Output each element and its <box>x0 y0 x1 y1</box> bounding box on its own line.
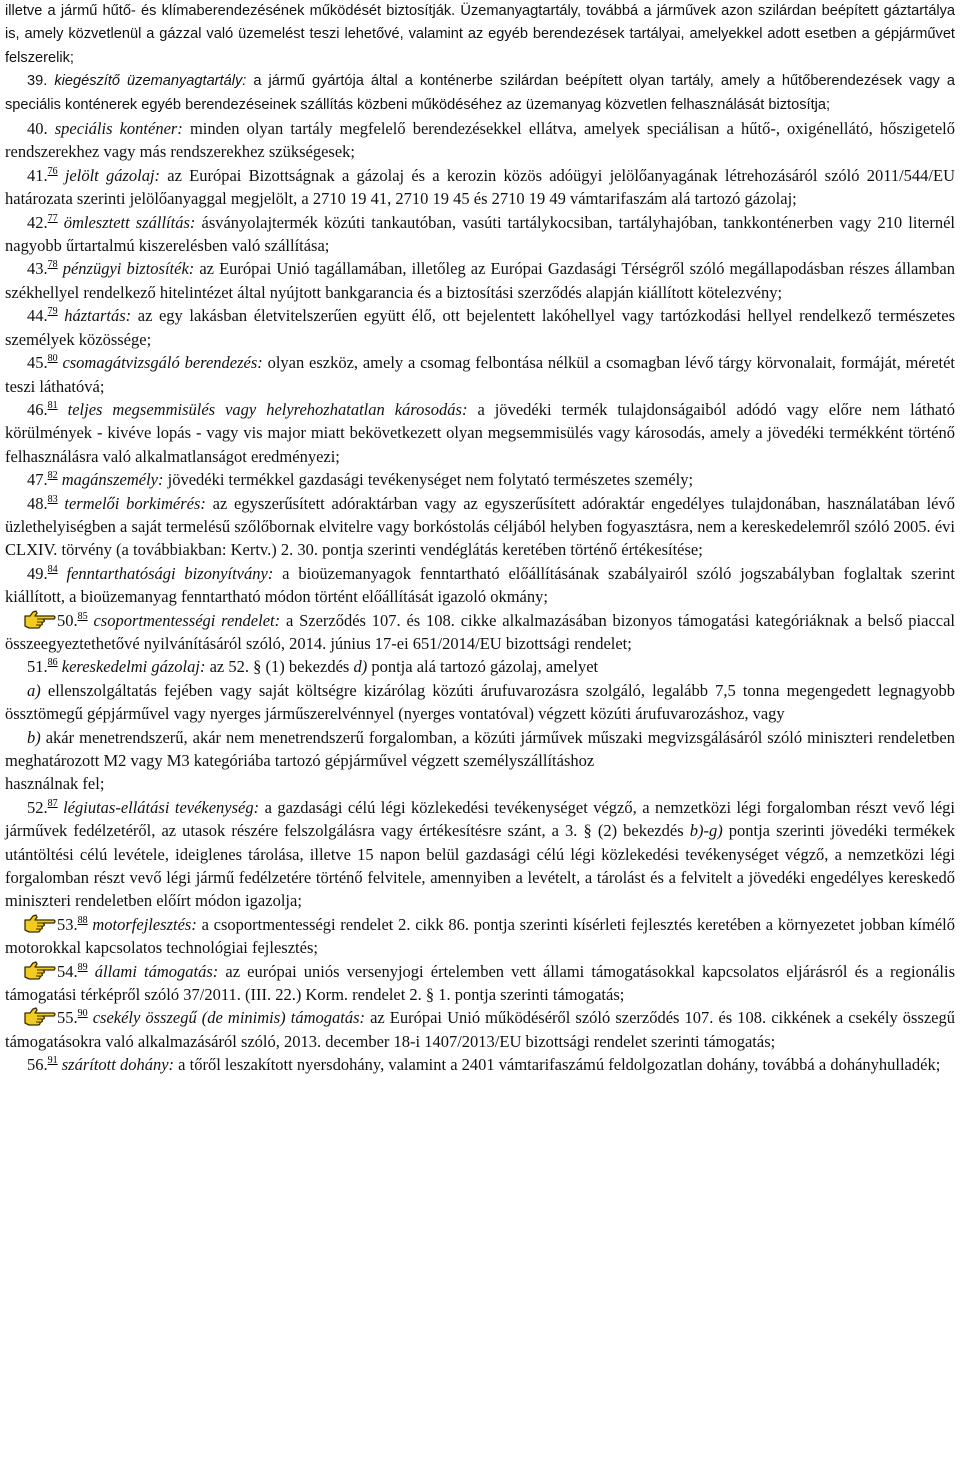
definition-text: az Európai Unió tagállamában, illetőleg az Európai Gazdasági Térségről szóló megállapodásban részes államban székhellyel rendelkező hitelintézet által nyújtott bankgarancia és a biztosítási szerződés alapján kiállított kötelezvény; <box>5 259 956 302</box>
definition-text: a tőről leszakított nyersdohány, valamint a 2401 vámtarifaszámú feldolgozatlan dohány, továbbá a dohányhulladék; <box>174 1055 941 1075</box>
definition-52 <box>5 796 955 913</box>
footnote-link[interactable]: 85 <box>77 610 88 622</box>
defined-term: állami támogatás: <box>94 961 219 981</box>
defined-term: kiegészítő üzemanyagtartály: <box>54 73 247 90</box>
definition-51-closing: használnak fel; <box>5 774 105 794</box>
item-number: 53. <box>57 914 78 934</box>
defined-term: szárított dohány: <box>61 1055 175 1075</box>
defined-term: háztartás: <box>64 306 132 326</box>
footnote-link[interactable]: 84 <box>47 563 58 575</box>
defined-term: magánszemély: <box>61 470 164 490</box>
point-reference: d) <box>353 657 368 677</box>
item-number: 54. <box>57 961 78 981</box>
definition-text: az Európai Unió működéséről szóló szerződés 107. és 108. cikkének a csekély összegű támogatásokra való alkalmazásáról szóló, 2013. december 18-i 1407/2013/EU bizottsági rendelet szerinti támogatás; <box>5 1008 956 1051</box>
item-number: 56. <box>27 1055 48 1075</box>
definition-51-a <box>5 679 955 726</box>
item-number: 49. <box>27 563 48 583</box>
defined-term: jelölt gázolaj: <box>64 165 161 185</box>
definition-text: az európai uniós versenyjogi értelemben vett állami támogatásokkal kapcsolatos eljárásról és a regionális támogatási térképről szóló 37/2011. (III. 22.) Korm. rendelet 2. § 1. pontja szerinti támogatás; <box>5 961 956 1005</box>
footnote-link[interactable]: 77 <box>47 212 58 224</box>
definition-51-b <box>5 726 955 773</box>
item-number: 48. <box>27 493 48 513</box>
definition-text: a Szerződés 107. és 108. cikke alkalmazásában bizonyos támogatási kategóriáknak a belső piaccal összeegyeztethetővé nyilvánításáról szóló, 2014. június 17-ei 651/2014/EU bizottsági rendelet; <box>5 610 956 653</box>
definition-text: jövedéki termékkel gazdasági tevékenységet nem folytató természetes személy; <box>163 470 694 490</box>
footnote-link[interactable]: 86 <box>47 657 58 669</box>
defined-term: ömlesztett szállítás: <box>63 212 196 232</box>
definition-44 <box>5 304 955 351</box>
definition-text: minden olyan tartály megfelelő berendezésekkel ellátva, amelyek speciálisan a hűtő-, oxigénellátó, hőszigetelő rendszerekhez vagy más rendszerekhez szükségesek; <box>5 119 956 162</box>
footnote-link[interactable]: 83 <box>47 493 58 505</box>
definition-text: a jövedéki termék tulajdonságaiból adódó vagy előre nem látható körülmények - kivéve lopás - vagy vis major miatt bekövetkezett olyan megsemmisülés vagy károsodás, amely a jövedéki termékként történő felhasználásra való alkalmatlanságot eredményezi; <box>5 399 956 466</box>
footnote-link[interactable]: 78 <box>47 259 58 271</box>
pointing-hand-icon[interactable] <box>23 1006 57 1026</box>
definition-45 <box>5 351 955 398</box>
footnote-link[interactable]: 91 <box>47 1055 58 1067</box>
definition-42 <box>5 211 955 258</box>
definition-39 <box>5 70 955 117</box>
definition-41 <box>5 164 955 211</box>
definition-text: az Európai Bizottságnak a gázolaj és a kerozin közös adóügyi jelölőanyagának létrehozásáról szóló 2011/544/EU határozata szerinti jelölőanyaggal megjelölt, a 2710 19 41, 2710 19 45 és 2710 19 49 vámtarifaszám alá tartozó gázolaj; <box>5 165 956 209</box>
definition-55 <box>5 1006 955 1053</box>
defined-term: kereskedelmi gázolaj: <box>61 657 206 677</box>
definition-text: pontja szerinti jövedéki termékek utántöltési célú levétele, ideiglenes tárolása, illetve 15 napon belül gazdasági célú légi közlekedési tevékenységet végző, a nemzetközi légi forgalomban részt vevő légi jármű fedélzetére történő felvitele, amennyiben a levételt, a tárolást és a felvitelt a jövedéki engedélyes kereskedő miniszteri rendeletben előírt módon igazolja; <box>5 821 955 911</box>
item-number: 41. <box>27 165 48 185</box>
footnote-link[interactable]: 89 <box>77 961 88 973</box>
definition-50 <box>5 609 955 656</box>
footnote-link[interactable]: 88 <box>77 914 88 926</box>
item-number: 51. <box>27 657 48 677</box>
footnote-link[interactable]: 76 <box>47 165 58 177</box>
defined-term: csomagátvizsgáló berendezés: <box>62 353 263 373</box>
pointing-hand-icon[interactable] <box>23 913 57 933</box>
defined-term: termelői borkimérés: <box>64 493 206 513</box>
footnote-link[interactable]: 79 <box>47 306 58 318</box>
definition-49 <box>5 562 955 609</box>
footnote-link[interactable]: 82 <box>47 470 58 482</box>
definition-46 <box>5 398 955 468</box>
definition-text: az 52. § (1) bekezdés <box>205 657 354 677</box>
item-number: 52. <box>27 797 48 817</box>
definition-text: ásványolajtermék közúti tankautóban, vasúti tartálykocsiban, tartályhajóban, tankkonténerben vagy 210 liternél nagyobb űrtartalmú kiszerelésben való szállítása; <box>5 212 955 256</box>
paragraph-continuation: illetve a jármű hűtő- és klímaberendezésének működését biztosítják. Üzemanyagtartály, továbbá a járművek azon szilárdan beépített gáztartálya is, amely közvetlenül a gázzal való üzemelést teszi lehetővé, valamint az egyéb berendezések tartályai, amelyekkel adott esetben a gépjárművet felszerelik; <box>5 3 955 66</box>
sub-point-label: a) <box>27 680 41 700</box>
definition-40 <box>5 117 955 164</box>
defined-term: légiutas-ellátási tevékenység: <box>63 797 260 817</box>
item-number: 43. <box>27 259 48 279</box>
defined-term: csekély összegű (de minimis) támogatás: <box>92 1008 365 1028</box>
item-number: 39. <box>27 73 48 90</box>
footnote-link[interactable]: 90 <box>77 1008 88 1020</box>
footnote-link[interactable]: 81 <box>47 399 58 411</box>
definition-text: az egyszerűsített adóraktárban vagy az egyszerűsített adóraktár engedélyes tulajdonában, használatában lévő üzlethelyiségben a saját termelésű szőlőbornak elvitelre vagy borkóstolás céljából helyben fogyasztásra, nem a kereskedelemről szóló 2005. évi CLXIV. törvény (a továbbiakban: Kertv.) 2. 30. pontja szerinti vendéglátás keretében történő értékesítése; <box>5 493 956 560</box>
definition-text: a gazdasági célú légi közlekedési tevékenységet végző, a nemzetközi légi forgalomban részt vevő légi járművek fedélzetéről, az utasok részére felszolgálásra vagy értékesítésre szánt, a 3. § (2) bekezdés <box>5 797 955 841</box>
definition-text: pontja alá tartozó gázolaj, amelyet <box>367 657 599 677</box>
definition-48 <box>5 492 955 562</box>
item-number: 42. <box>27 212 48 232</box>
item-number: 50. <box>57 610 78 630</box>
definition-53 <box>5 913 955 960</box>
defined-term: motorfejlesztés: <box>92 914 197 934</box>
item-number: 45. <box>27 353 48 373</box>
footnote-link[interactable]: 80 <box>47 353 58 365</box>
point-reference: b)-g) <box>689 821 723 841</box>
item-number: 55. <box>57 1008 78 1028</box>
definition-text: az egy lakásban életvitelszerűen együtt élő, ott bejelentett lakóhellyel vagy tartózkodási hellyel rendelkező természetes személyek közössége; <box>5 306 955 349</box>
sub-point-text: ellenszolgáltatás fejében vagy saját költségre kizárólag közúti árufuvarozásra szolgáló, legalább 7,5 tonna megengedett legnagyobb össztömegű gépjárművel vagy nyerges járműszerelvénnyel (nyerges vontatóval) végzett közúti árufuvarozáshoz, vagy <box>5 680 955 724</box>
definition-text: olyan eszköz, amely a csomag felbontása nélkül a csomagban lévő tárgy körvonalait, formáját, méretét teszi láthatóvá; <box>5 353 956 396</box>
footnote-link[interactable]: 87 <box>47 797 58 809</box>
definition-47 <box>5 468 955 491</box>
pointing-hand-icon[interactable] <box>23 609 57 629</box>
item-number: 46. <box>27 399 48 419</box>
definition-54 <box>5 960 955 1007</box>
defined-term: csoportmentességi rendelet: <box>93 610 281 630</box>
item-number: 47. <box>27 470 48 490</box>
item-number: 44. <box>27 306 48 326</box>
sub-point-text: akár menetrendszerű, akár nem menetrendszerű forgalomban, a közúti járművek műszaki megvizsgálásáról szóló miniszteri rendeletben meghatározott M2 vagy M3 kategóriába tartozó gépjárművel végzett személyszállításhoz <box>5 727 955 770</box>
sub-point-label: b) <box>27 727 41 747</box>
defined-term: pénzügyi biztosíték: <box>62 259 195 279</box>
pointing-hand-icon[interactable] <box>23 960 57 980</box>
defined-term: fenntarthatósági bizonyítvány: <box>66 563 274 583</box>
definition-text: a csoportmentességi rendelet 2. cikk 86. pontja szerinti kísérleti fejlesztés keretében a környezetet jobban kímélő motorokkal kapcsolatos technológiai fejlesztés; <box>5 914 956 958</box>
definition-text: a jármű gyártója által a konténerbe szilárdan beépített olyan tartály, amely a hűtőberendezések vagy a speciális konténerek egyéb berendezéseinek szállítás közbeni működéséhez az üzemanyag közvetlen felhasználását biztosítja; <box>5 73 955 113</box>
definition-text: a bioüzemanyagok fenntartható előállításának szabályairól szóló jogszabályban foglaltak szerint kiállított, a bioüzemanyag fenntartható módon történt előállítását igazoló okmány; <box>5 563 955 607</box>
defined-term: speciális konténer: <box>54 119 183 139</box>
definition-56 <box>5 1053 955 1076</box>
definition-51 <box>5 655 955 678</box>
defined-term: teljes megsemmisülés vagy helyrehozhatatlan károsodás: <box>67 399 468 419</box>
item-number: 40. <box>27 119 48 139</box>
definition-43 <box>5 257 955 304</box>
